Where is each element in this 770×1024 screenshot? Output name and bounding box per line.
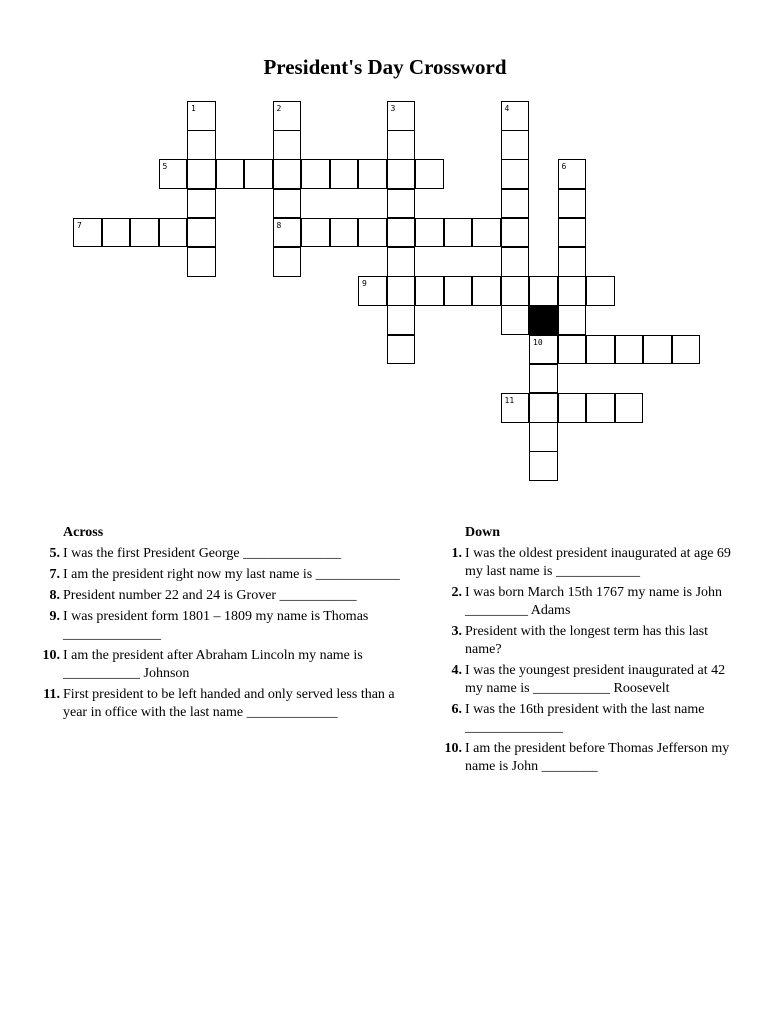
- grid-cell[interactable]: [501, 101, 530, 131]
- cell-number: 4: [504, 104, 510, 113]
- grid-cell[interactable]: [558, 305, 587, 335]
- clue-number: 3.: [451, 624, 462, 639]
- clue-number: 8.: [49, 588, 60, 603]
- grid-cell[interactable]: [301, 218, 330, 248]
- grid-cell[interactable]: [273, 101, 302, 131]
- grid-cell[interactable]: [586, 335, 615, 365]
- grid-cell[interactable]: [501, 130, 530, 160]
- cell-number: 11: [504, 396, 515, 405]
- down-clue: [438, 740, 738, 776]
- grid-cell[interactable]: [501, 159, 530, 189]
- down-clue: [438, 701, 738, 737]
- cell-number: 5: [162, 162, 168, 172]
- down-clues: [438, 524, 738, 779]
- grid-cell[interactable]: [501, 247, 530, 277]
- grid-cell[interactable]: [472, 276, 501, 306]
- down-clue: [438, 623, 738, 659]
- grid-cell[interactable]: [102, 218, 131, 248]
- grid-cell[interactable]: [159, 159, 188, 189]
- clue-text: I was president form 1801 – 1809 my name is Thomas ______________: [63, 609, 369, 642]
- clue-text: I am the president after Abraham Lincoln my name is ___________ Johnson: [63, 648, 363, 681]
- grid-cell[interactable]: [358, 276, 387, 306]
- grid-cell[interactable]: [387, 305, 416, 335]
- cell-number: 6: [561, 162, 567, 172]
- down-clue: [438, 584, 738, 620]
- grid-cell[interactable]: [415, 218, 444, 248]
- clue-number: 9.: [49, 609, 60, 624]
- grid-cell[interactable]: [387, 189, 416, 219]
- across-heading: Across: [63, 525, 104, 540]
- clue-text: I was the youngest president inaugurated at 42 my name is ___________ Roosevelt: [465, 663, 726, 696]
- clue-number: 2.: [451, 585, 462, 600]
- grid-cell[interactable]: [387, 130, 416, 160]
- grid-cell[interactable]: [529, 276, 558, 306]
- across-clue: [36, 608, 416, 644]
- grid-cell[interactable]: [415, 276, 444, 306]
- cell-number: 7: [77, 220, 82, 230]
- grid-cell[interactable]: [558, 276, 587, 306]
- grid-cell[interactable]: [187, 247, 216, 277]
- grid-cell[interactable]: [216, 159, 245, 189]
- clue-text: I was the oldest president inaugurated at age 69 my last name is ____________: [465, 546, 731, 579]
- cell-number: 10: [533, 337, 543, 347]
- clue-text: I was the first President George ______________: [63, 546, 342, 561]
- grid-cell[interactable]: [501, 189, 530, 219]
- grid-cell[interactable]: [415, 159, 444, 189]
- grid-cell[interactable]: [273, 218, 302, 248]
- grid-cell[interactable]: [558, 335, 587, 365]
- grid-cell[interactable]: [187, 130, 216, 160]
- grid-cell[interactable]: [472, 218, 501, 248]
- grid-cell[interactable]: [159, 218, 188, 248]
- grid-cell[interactable]: [387, 218, 416, 248]
- cell-number: 3: [390, 104, 396, 113]
- grid-cell[interactable]: [330, 218, 359, 248]
- grid-cell[interactable]: [387, 247, 416, 277]
- grid-cell[interactable]: [301, 159, 330, 189]
- cell-number: 1: [191, 104, 196, 113]
- grid-cell[interactable]: [387, 101, 416, 131]
- grid-cell[interactable]: [273, 247, 302, 277]
- clue-number: 5.: [49, 546, 60, 561]
- grid-cell[interactable]: [529, 335, 558, 365]
- across-clue-list: [36, 545, 416, 722]
- grid-cell[interactable]: [558, 189, 587, 219]
- across-clue: [36, 686, 416, 722]
- grid-cell[interactable]: [187, 218, 216, 248]
- grid-cell[interactable]: [529, 451, 558, 481]
- grid-cell[interactable]: [558, 393, 587, 423]
- grid-cell[interactable]: [558, 218, 587, 248]
- clue-text: President number 22 and 24 is Grover ___________: [63, 588, 357, 603]
- clue-number: 1.: [451, 546, 462, 561]
- grid-cell[interactable]: [558, 247, 587, 277]
- grid-cell[interactable]: [501, 305, 530, 335]
- grid-cell[interactable]: [643, 335, 672, 365]
- grid-cell[interactable]: [187, 101, 216, 131]
- grid-cell[interactable]: [501, 393, 530, 423]
- grid-cell[interactable]: [501, 276, 530, 306]
- cell-number: 8: [276, 220, 282, 230]
- page-title: President's Day Crossword: [263, 55, 507, 79]
- across-clues: [36, 524, 416, 725]
- clue-number: 7.: [49, 567, 60, 582]
- grid-cell[interactable]: [387, 335, 416, 365]
- grid-cell[interactable]: [586, 393, 615, 423]
- across-clue: [36, 647, 416, 683]
- grid-cell[interactable]: [358, 159, 387, 189]
- cell-number: 9: [362, 279, 367, 289]
- clue-number: 11.: [43, 687, 60, 702]
- grid-cell[interactable]: [73, 218, 102, 248]
- clue-text: I was born March 15th 1767 my name is John _________ Adams: [465, 585, 723, 618]
- grid-cell[interactable]: [501, 218, 530, 248]
- grid-cell[interactable]: [387, 276, 416, 306]
- grid-cell[interactable]: [273, 130, 302, 160]
- grid-cell[interactable]: [615, 335, 644, 365]
- clue-text: First president to be left handed and only served less than a year in office with the last name _____________: [63, 687, 395, 720]
- down-clue: [438, 662, 738, 698]
- clue-number: 6.: [451, 702, 462, 717]
- black-square: [529, 305, 558, 335]
- grid-cell[interactable]: [672, 335, 701, 365]
- grid-cell[interactable]: [273, 159, 302, 189]
- grid-cell[interactable]: [586, 276, 615, 306]
- grid-cell[interactable]: [187, 189, 216, 219]
- down-heading: Down: [465, 525, 501, 540]
- down-clue-list: [438, 545, 738, 776]
- down-clue: [438, 545, 738, 581]
- clue-number: 4.: [451, 663, 462, 678]
- grid-cell[interactable]: [444, 218, 473, 248]
- crossword-grid: [0, 0, 770, 500]
- grid-cell[interactable]: [529, 364, 558, 394]
- clue-text: I am the president right now my last name is ____________: [63, 567, 400, 582]
- grid-cell[interactable]: [330, 159, 359, 189]
- grid-cell[interactable]: [529, 393, 558, 423]
- grid-cell[interactable]: [273, 189, 302, 219]
- grid-cell[interactable]: [529, 422, 558, 452]
- grid-cell[interactable]: [444, 276, 473, 306]
- clue-text: I was the 16th president with the last name ______________: [465, 702, 705, 735]
- across-clue: [36, 545, 416, 563]
- grid-cell[interactable]: [558, 159, 587, 189]
- grid-cell[interactable]: [358, 218, 387, 248]
- grid-cell[interactable]: [187, 159, 216, 189]
- across-clue: [36, 566, 416, 584]
- clue-number: 10.: [42, 648, 60, 663]
- across-clue: [36, 587, 416, 605]
- clue-text: I am the president before Thomas Jefferson my name is John ________: [465, 741, 730, 774]
- clue-number: 10.: [444, 741, 462, 756]
- grid-cell[interactable]: [615, 393, 644, 423]
- grid-cell[interactable]: [130, 218, 159, 248]
- grid-cell[interactable]: [387, 159, 416, 189]
- grid-cell[interactable]: [244, 159, 273, 189]
- cell-number: 2: [276, 104, 282, 113]
- clue-text: President with the longest term has this last name?: [465, 624, 709, 657]
